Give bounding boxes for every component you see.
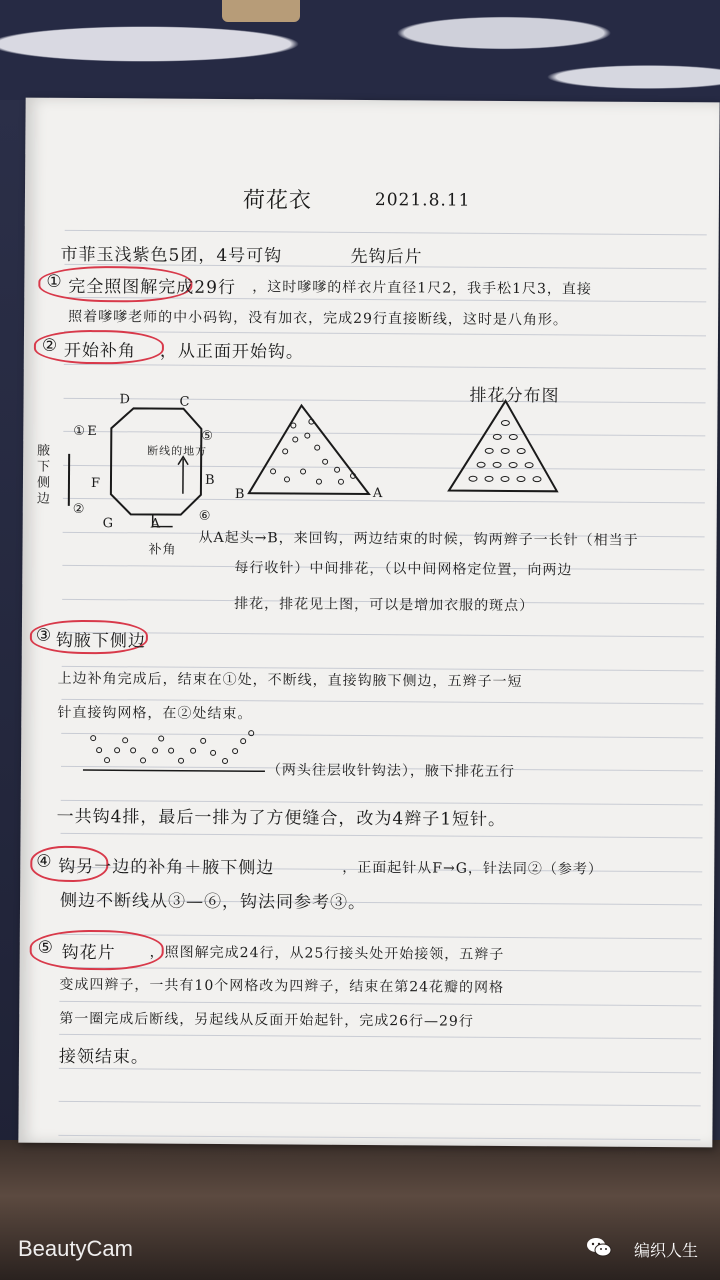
scallop-sketch <box>21 98 720 803</box>
step1-name: 完全照图解完成29行 <box>68 276 237 299</box>
triangle-a: A <box>372 486 384 502</box>
step2-name: 开始补角 <box>63 340 136 362</box>
step4-text: ，正面起针从F→G，针法同②（参考） <box>342 859 603 878</box>
step5-text: ，照图解完成24行，从25行接头处开始接领，五辫子 <box>149 944 505 963</box>
ruled-line <box>60 967 702 972</box>
summary: 一共钩4排，最后一排为了方便缝合，改为4辫子1短针。 <box>56 806 507 830</box>
circled-2: ② <box>72 501 86 518</box>
step4-cont: 侧边不断线从③—⑥，钩法同参考③。 <box>59 890 367 913</box>
step2-text: ，从正面开始钩。 <box>159 341 304 363</box>
step3-cont: 上边补角完成后，结束在①处，不断线，直接钩腋下侧边，五辫子一短 <box>57 670 523 691</box>
note-line2: 每行收针）中间排花，（以中间网格定位置，向两边 <box>234 560 573 579</box>
circled-5: ⑤ <box>201 428 215 444</box>
intro-yarn: 市菲玉浅紫色5团，4号可钩 <box>60 244 283 267</box>
step1-cont: 照着嗲嗲老师的中小码钩，没有加衣，完成29行直接断线，这时是八角形。 <box>68 308 568 329</box>
step3-name: 钩腋下侧边 <box>55 630 146 652</box>
step5-name: 钩花片 <box>61 942 116 964</box>
ruled-line <box>58 1135 700 1140</box>
step5-cont3: 接领结束。 <box>58 1046 150 1068</box>
step2-num: ② <box>41 335 59 356</box>
step3-num: ③ <box>35 625 53 646</box>
step1-text: ，这时嗲嗲的样衣片直径1尺2，我手松1尺3，直接 <box>252 279 593 298</box>
label-d: D <box>119 392 132 408</box>
account-watermark: 编织人生 <box>633 1241 698 1260</box>
page-title: 荷花衣 <box>242 188 313 214</box>
triangle-b: B <box>234 487 246 503</box>
step4-name: 钩另一边的补角＋腋下侧边 <box>58 856 275 879</box>
ruled-line <box>59 1101 701 1106</box>
scallop-note: （两头往层收针钩法），腋下排花五行 <box>266 762 516 781</box>
step3-cont2: 针直接钩网格，在②处结束。 <box>57 704 253 723</box>
step4-num: ④ <box>36 851 53 872</box>
notebook-page <box>18 98 719 1148</box>
step5-num: ⑤ <box>37 937 55 958</box>
intro-piece: 先钩后片 <box>350 246 423 268</box>
label-b: B <box>204 472 216 488</box>
note-line3: 排花，排花见上图，可以是增加衣服的斑点） <box>234 596 535 615</box>
side-note: 腋下侧边 <box>36 443 52 507</box>
circled-1: ① <box>73 423 87 440</box>
step5-cont: 变成四辫子，一共有10个网格改为四辫子，结束在第24花瓣的网格 <box>59 976 505 996</box>
inner-note: 断线的地方 <box>147 444 208 458</box>
step5-cont2: 第一圈完成后断线，另起线从反面开始起针，完成26行—29行 <box>59 1010 474 1030</box>
label-g: G <box>102 516 115 532</box>
beautycam-watermark: BeautyCam <box>18 1236 133 1261</box>
wechat-icon <box>586 1236 612 1258</box>
ruled-line <box>59 1068 701 1073</box>
bottom-note: 补角 <box>148 542 177 558</box>
distribution-title: 排花分布图 <box>469 385 560 407</box>
ruled-line <box>59 1034 701 1039</box>
step1-num: ① <box>46 271 63 292</box>
box-edge <box>222 0 300 22</box>
ruled-line <box>59 1001 701 1006</box>
ruled-line <box>60 934 702 939</box>
label-f: F <box>90 476 102 492</box>
label-a: A <box>150 516 162 532</box>
label-c: C <box>179 394 191 410</box>
note-line1: 从A起头→B，来回钩，两边结束的时候，钩两辫子一长针（相当于 <box>198 529 639 549</box>
label-e: E <box>87 424 98 440</box>
tablecloth-top <box>0 0 720 110</box>
circled-6: ⑥ <box>198 508 212 524</box>
page-date: 2021.8.11 <box>374 190 471 211</box>
ruled-line <box>61 833 703 838</box>
